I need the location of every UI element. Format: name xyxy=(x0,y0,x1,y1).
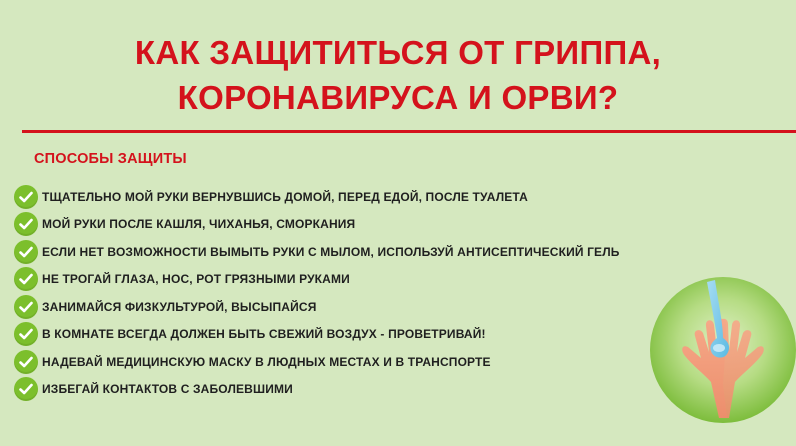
list-item-text: ТЩАТЕЛЬНО МОЙ РУКИ ВЕРНУВШИСЬ ДОМОЙ, ПЕРЕД ЕДОЙ, ПОСЛЕ ТУАЛЕТА xyxy=(42,189,528,204)
list-item xyxy=(14,348,620,376)
list-item xyxy=(14,211,620,239)
list-item-text: ЗАНИМАЙСЯ ФИЗКУЛЬТУРОЙ, ВЫСЫПАЙСЯ xyxy=(42,299,317,314)
list-item xyxy=(14,266,620,294)
list-item-text: ИЗБЕГАЙ КОНТАКТОВ С ЗАБОЛЕВШИМИ xyxy=(42,382,293,397)
check-icon xyxy=(14,240,38,264)
check-icon xyxy=(14,295,38,319)
list-item xyxy=(14,293,620,321)
check-icon xyxy=(14,350,38,374)
list-item-text: НАДЕВАЙ МЕДИЦИНСКУЮ МАСКУ В ЛЮДНЫХ МЕСТАХ И В ТРАНСПОРТЕ xyxy=(42,354,491,369)
list-item-text: НЕ ТРОГАЙ ГЛАЗА, НОС, РОТ ГРЯЗНЫМИ РУКАМИ xyxy=(42,272,350,287)
list-item-text: ЕСЛИ НЕТ ВОЗМОЖНОСТИ ВЫМЫТЬ РУКИ С МЫЛОМ, ИСПОЛЬЗУЙ АНТИСЕПТИЧЕСКИЙ ГЕЛЬ xyxy=(42,244,620,259)
check-icon xyxy=(14,377,38,401)
list-item-text: В КОМНАТЕ ВСЕГДА ДОЛЖЕН БЫТЬ СВЕЖИЙ ВОЗДУХ - ПРОВЕТРИВАЙ! xyxy=(42,327,486,342)
list-item xyxy=(14,183,620,211)
list-item xyxy=(14,321,620,349)
check-icon xyxy=(14,267,38,291)
page-title xyxy=(0,30,796,120)
check-icon xyxy=(14,322,38,346)
list-item xyxy=(14,376,620,404)
check-icon xyxy=(14,212,38,236)
list-item-text: МОЙ РУКИ ПОСЛЕ КАШЛЯ, ЧИХАНЬЯ, СМОРКАНИЯ xyxy=(42,217,356,232)
title-line-2: КОРОНАВИРУСА И ОРВИ? xyxy=(177,79,619,116)
check-icon xyxy=(14,185,38,209)
list-item xyxy=(14,238,620,266)
washing-hands-icon xyxy=(649,276,796,424)
title-line-1: КАК ЗАЩИТИТЬСЯ ОТ ГРИППА, xyxy=(134,34,662,71)
title-divider xyxy=(22,130,796,133)
protection-list xyxy=(14,183,620,403)
section-heading: СПОСОБЫ ЗАЩИТЫ xyxy=(34,151,187,167)
